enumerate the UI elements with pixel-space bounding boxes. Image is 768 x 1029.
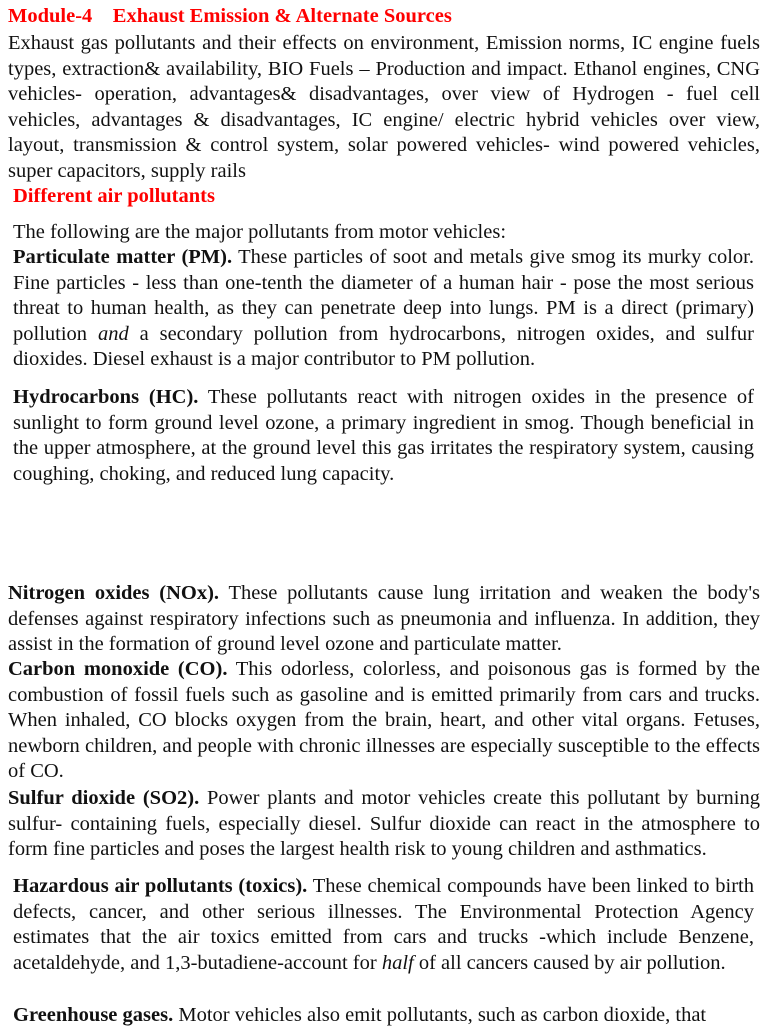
- pollutant-co-term: Carbon monoxide (CO).: [8, 658, 228, 680]
- pollutant-so2-term: Sulfur dioxide (SO2).: [8, 787, 200, 809]
- pollutant-ghg-term: Greenhouse gases.: [13, 1004, 174, 1026]
- pollutant-co-paragraph: [8, 657, 760, 785]
- pollutant-pm-text-2: a secondary pollution from hydrocarbons, nitrogen oxides, and sulfur dioxides. Diesel exhaust is a major contributor to PM pollution.: [13, 322, 754, 370]
- pollutant-so2-text: Power plants and motor vehicles create this pollutant by burning sulfur- containing fuels, especially diesel. Sulfur dioxide can react in the atmosphere to form fine particles and poses the largest health risk to young children and asthmatics.: [8, 787, 761, 860]
- pollutant-pm-text: These particles of soot and metals give smog its murky color. Fine particles - less than one-tenth the diameter of a human hair - pose the most serious threat to human health, as they can penetrate deep into lungs. PM is a direct (primary) pollution: [13, 246, 754, 345]
- pollutant-pm-emphasis: and: [97, 322, 129, 345]
- section-heading: Different air pollutants: [13, 185, 215, 207]
- pollutant-nox-text: These pollutants cause lung irritation and weaken the body's defenses against respiratory infections such as pneumonia and influenza. In addition, they assist in the formation of ground level ozone and particulate matter.: [8, 582, 760, 655]
- pollutant-nox-term: Nitrogen oxides (NOx).: [8, 582, 220, 604]
- pollutant-hc-paragraph: [13, 385, 754, 487]
- pollutant-ghg-text: Motor vehicles also emit pollutants, such as carbon dioxide, that: [173, 1004, 707, 1026]
- syllabus-paragraph: Exhaust gas pollutants and their effects on environment, Emission norms, IC engine fuels types, extraction& availability, BIO Fuels – Production and impact. Ethanol engines, CNG vehicles- operation, advantages& disadvantages, over view of Hydrogen - fuel cell vehicles, advantages & disadvantages, IC engine/ electric hybrid vehicles over view, layout, transmission & control system, solar powered vehicles- wind powered vehicles, super capacitors, supply rails: [8, 32, 760, 182]
- pollutant-toxics-emphasis: half: [381, 951, 414, 974]
- pollutant-pm-term: Particulate matter (PM).: [13, 246, 233, 268]
- pollutant-nox-paragraph: [8, 581, 760, 658]
- pollutant-toxics-term: Hazardous air pollutants (toxics).: [13, 875, 308, 897]
- pollutant-pm-paragraph: [13, 245, 754, 373]
- pollutant-hc-text: These pollutants react with nitrogen oxides in the presence of sunlight to form ground level ozone, a primary ingredient in smog. Though beneficial in the upper atmosphere, at the ground level this gas irritates the respiratory system, causing coughing, choking, and reduced lung capacity.: [13, 386, 754, 485]
- intro-paragraph: The following are the major pollutants from motor vehicles:: [13, 221, 507, 243]
- pollutant-ghg-paragraph: [13, 1003, 754, 1029]
- pollutant-toxics-text: These chemical compounds have been linked to birth defects, cancer, and other serious illnesses. The Environmental Protection Agency estimates that the air toxics emitted from cars and trucks -which include Benzene, acetaldehyde, and 1,3-butadiene-account for: [13, 875, 754, 974]
- pollutant-toxics-paragraph: [13, 874, 754, 976]
- pollutant-hc-term: Hydrocarbons (HC).: [13, 386, 199, 408]
- pollutant-co-text: This odorless, colorless, and poisonous gas is formed by the combustion of fossil fuels such as gasoline and is emitted primarily from cars and trucks. When inhaled, CO blocks oxygen from the brain, heart, and other vital organs. Fetuses, newborn children, and people with chronic illnesses are especially susceptible to the effects of CO.: [8, 658, 760, 782]
- module-heading: Module-4 Exhaust Emission & Alternate Sources: [8, 5, 452, 27]
- pollutant-so2-paragraph: [8, 786, 760, 863]
- pollutant-toxics-text-2: of all cancers caused by air pollution.: [413, 951, 726, 974]
